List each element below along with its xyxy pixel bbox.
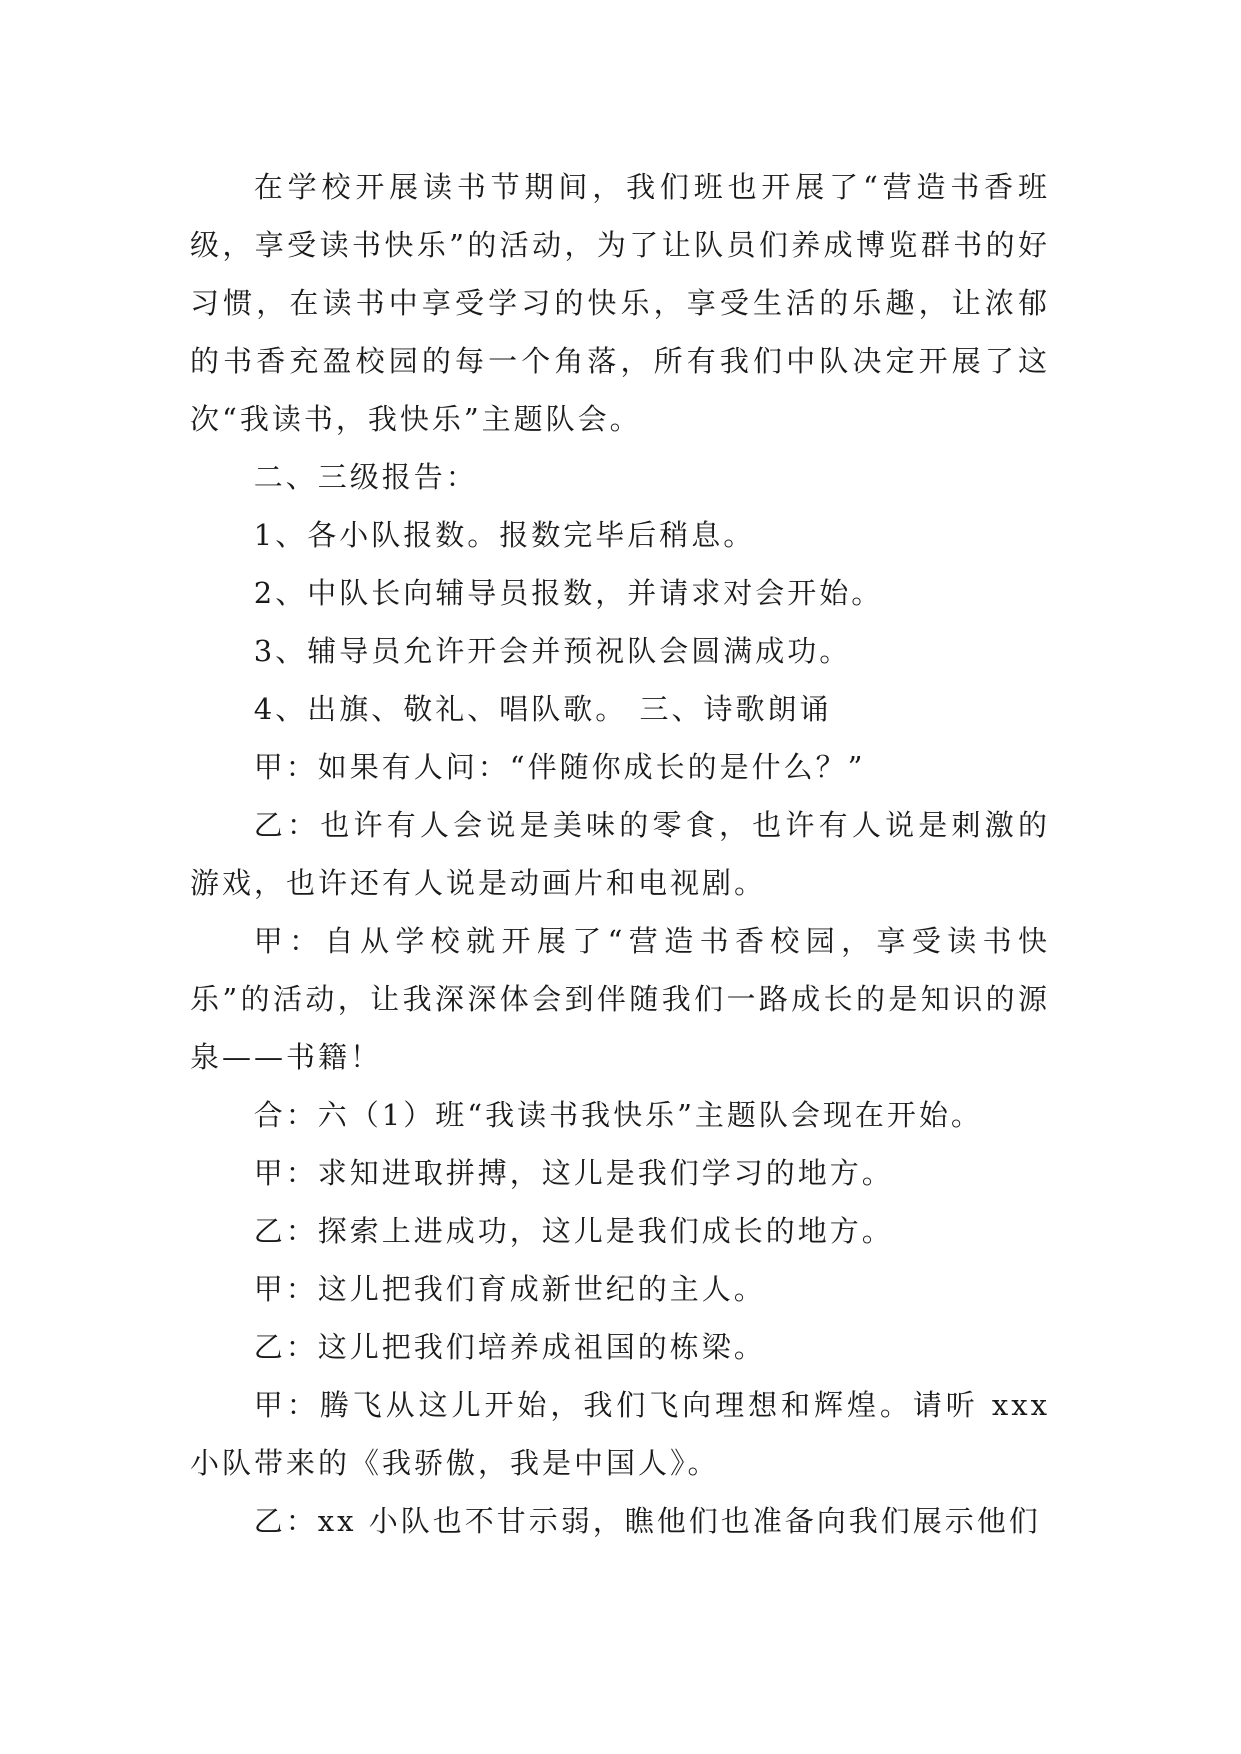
paragraph-step-4: 4、出旗、敬礼、唱队歌。 三、诗歌朗诵 (253, 692, 832, 726)
paragraph-dialogue-5: 甲：求知进取拼搏，这儿是我们学习的地方。 (253, 1156, 894, 1190)
paragraph-dialogue-9: 甲：腾飞从这儿开始，我们飞向理想和辉煌。请听 xxx 小队带来的《我骄傲，我是中国人》。 (190, 1388, 1050, 1480)
paragraph-dialogue-6: 乙：探索上进成功，这儿是我们成长的地方。 (253, 1214, 894, 1248)
paragraph-section-two-heading: 二、三级报告： (253, 460, 478, 494)
paragraph-dialogue-1: 甲：如果有人问：“伴随你成长的是什么？” (253, 750, 866, 784)
paragraph-step-1: 1、各小队报数。报数完毕后稍息。 (253, 518, 756, 552)
paragraph-dialogue-8: 乙：这儿把我们培养成祖国的栋梁。 (253, 1330, 766, 1364)
paragraph-dialogue-7: 甲：这儿把我们育成新世纪的主人。 (253, 1272, 766, 1306)
paragraph-dialogue-2: 乙：也许有人会说是美味的零食，也许有人说是刺激的游戏，也许还有人说是动画片和电视剧。 (190, 808, 1050, 900)
paragraph-step-3: 3、辅导员允许开会并预祝队会圆满成功。 (253, 634, 852, 668)
paragraph-step-2: 2、中队长向辅导员报数，并请求对会开始。 (253, 576, 884, 610)
paragraph-dialogue-4: 合：六（1）班“我读书我快乐”主题队会现在开始。 (253, 1098, 983, 1132)
paragraph-dialogue-3: 甲：自从学校就开展了“营造书香校园，享受读书快乐”的活动，让我深深体会到伴随我们一路成长的是知识的源泉——书籍！ (190, 924, 1050, 1074)
paragraph-dialogue-10: 乙：xx 小队也不甘示弱，瞧他们也准备向我们展示他们 (253, 1504, 1041, 1538)
paragraph-intro: 在学校开展读书节期间，我们班也开展了“营造书香班级，享受读书快乐”的活动，为了让队员们养成博览群书的好习惯，在读书中享受学习的快乐，享受生活的乐趣，让浓郁的书香充盈校园的每一个角落，所有我们中队决定开展了这次“我读书，我快乐”主题队会。 (190, 170, 1050, 436)
document-body (190, 158, 1050, 1550)
